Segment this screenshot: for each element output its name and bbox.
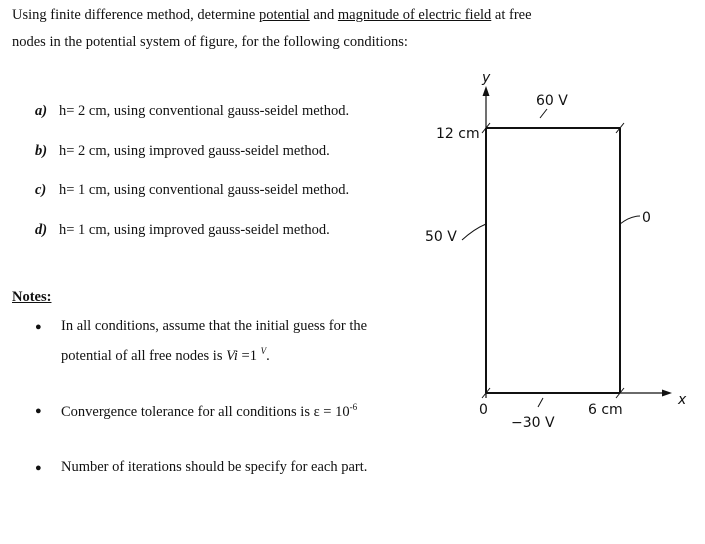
y-axis-label: y	[482, 70, 491, 86]
problem-line-2: nodes in the potential system of figure, for the following conditions:	[12, 34, 408, 50]
condition-text: h= 1 cm, using conventional gauss-seidel method.	[59, 182, 350, 198]
y-axis-arrow-icon	[483, 86, 490, 96]
note-line: In all conditions, assume that the initial guess for the	[61, 318, 368, 334]
note-text: potential of all free nodes is	[61, 347, 227, 364]
x-axis-label: x	[678, 392, 687, 408]
notes-title: Notes:	[12, 289, 52, 305]
potential-underlined: potential	[258, 7, 310, 23]
right-voltage-leader	[620, 216, 640, 224]
problem-text: at free	[491, 7, 532, 23]
condition-label: a)	[35, 103, 48, 119]
condition-label: b)	[35, 143, 48, 159]
initial-guess-symbol: Vi	[226, 347, 238, 364]
width-label: 6 cm	[588, 402, 623, 418]
x-axis-arrow-icon	[662, 390, 672, 397]
note-line: Number of iterations should be specify for each part.	[61, 459, 368, 475]
condition-label: d)	[35, 222, 48, 238]
top-voltage-label: 60 V	[536, 93, 568, 109]
condition-text: h= 2 cm, using improved gauss-seidel method.	[59, 143, 330, 159]
unit-superscript: V	[260, 346, 267, 356]
left-voltage-leader	[462, 224, 486, 240]
note-text: .	[266, 347, 270, 364]
top-voltage-leader	[540, 109, 547, 118]
left-voltage-label: 50 V	[425, 229, 457, 245]
bullet-icon: ●	[35, 405, 42, 417]
condition-label: c)	[35, 182, 47, 198]
note-text: =1	[237, 347, 261, 364]
origin-label: 0	[479, 402, 488, 418]
problem-text: and	[309, 7, 338, 23]
bottom-voltage-leader	[538, 398, 543, 407]
condition-text: h= 1 cm, using improved gauss-seidel method.	[59, 222, 330, 238]
bullet-icon: ●	[35, 462, 42, 474]
bullet-icon: ●	[35, 321, 42, 333]
efield-underlined: magnitude of electric field	[337, 7, 492, 23]
problem-text: Using finite difference method, determine	[12, 7, 259, 23]
bottom-voltage-label: −30 V	[511, 415, 555, 431]
exponent-superscript: -6	[349, 402, 358, 412]
right-voltage-label: 0	[642, 210, 651, 226]
condition-text: h= 2 cm, using conventional gauss-seidel method.	[59, 103, 350, 119]
height-label: 12 cm	[436, 126, 480, 142]
note-text: Convergence tolerance for all conditions is ε = 10	[61, 403, 350, 420]
